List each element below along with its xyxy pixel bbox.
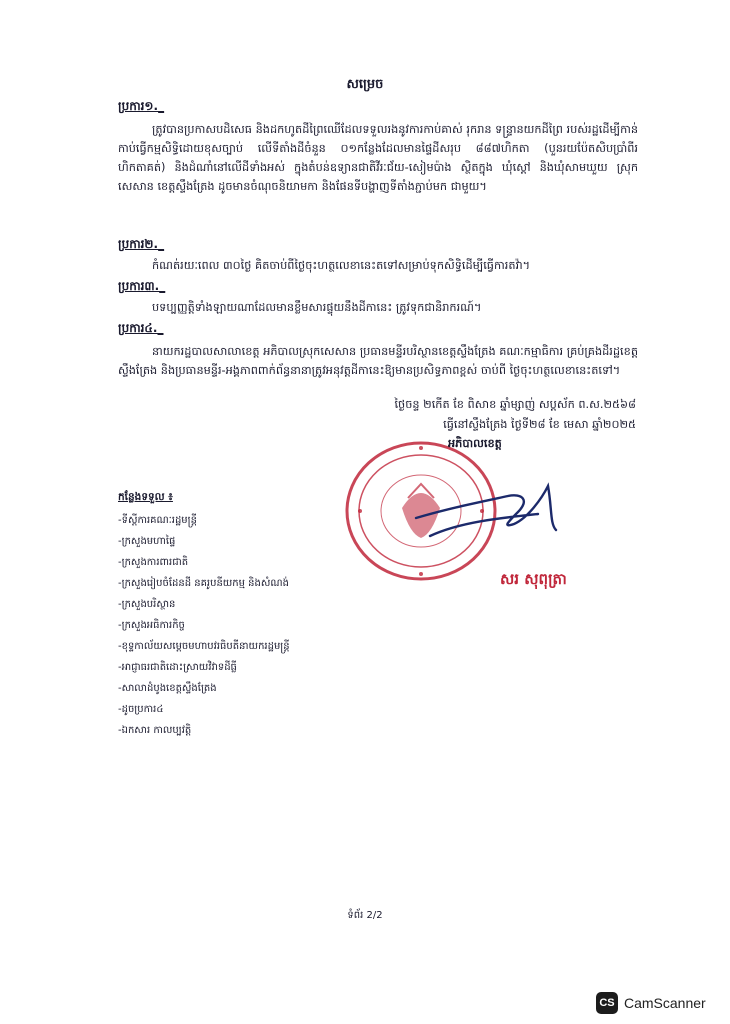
recipient-item: -ក្រសួងអធិការកិច្ច xyxy=(118,620,185,631)
recipient-item: -ឯកសារ កាលប្បវត្តិ xyxy=(118,725,192,736)
article-4-text: នាយករដ្ឋបាលសាលាខេត្ត អភិបាលស្រុកសេសាន ប្រធានមន្ទីរបរិស្ថានខេត្តស្ទឹងត្រែង គណៈកម្មាធិការ គ្រប់គ្រងដីរដ្ឋខេត្តស្ទឹងត្រែង និងប្រធានមន្ទីរ-អង្គភាពពាក់ព័ន្ធនានាត្រូវអនុវត្តដីកានេះឱ្យមានប្រសិទ្ធភាពខ្ពស់ ចាប់ពី ថ្ងៃចុះហត្ថលេខានេះតទៅ។ xyxy=(118,345,638,377)
document-heading: សម្រេច xyxy=(346,77,384,92)
recipient-item: -ក្រសួងរៀបចំដែនដី នគរូបនីយកម្ម និងសំណង់ xyxy=(118,578,289,589)
solar-date: ធ្វើនៅស្ទឹងត្រែង ថ្ងៃទី២៨ ខែ មេសា ឆ្នាំ២០២៥ xyxy=(443,418,636,431)
camscanner-watermark xyxy=(596,992,706,1014)
article-3-text: បទប្បញ្ញត្តិទាំងឡាយណាដែលមានខ្លឹមសារផ្ទុយនឹងដីកានេះ ត្រូវទុកជានិរាករណ៍។ xyxy=(152,301,482,314)
recipient-item: -ក្រសួងបរិស្ថាន xyxy=(118,599,176,610)
recipient-item: -ទីស្តីការគណៈរដ្ឋមន្ត្រី xyxy=(118,515,197,526)
recipient-item: -អាជ្ញាធរជាតិដោះស្រាយវិវាទដីធ្លី xyxy=(118,662,237,673)
article-2-text: កំណត់រយៈពេល ៣០ថ្ងៃ គិតចាប់ពីថ្ងៃចុះហត្ថលេខានេះតទៅសម្រាប់ទុកសិទ្ធិដើម្បីធ្វើការតវ៉ា។ xyxy=(152,259,531,272)
recipients-list xyxy=(118,510,290,741)
camscanner-name: CamScanner xyxy=(624,995,706,1011)
article-4-label: ប្រការ៤._ xyxy=(118,321,164,335)
governor-title: អភិបាលខេត្ត xyxy=(448,437,502,450)
recipient-item: -ក្រសួងមហាផ្ទៃ xyxy=(118,536,176,547)
signer-name: សរ សុពុត្រា xyxy=(500,570,567,588)
article-1-text: ត្រូវបានប្រកាសបដិសេធ និងដកហូតដីព្រៃឈើដែលទទួលរងនូវការកាប់គាស់ រុករាន ទន្ទ្រានយកដីព្រៃ របស់រដ្ឋដើម្បីកាន់កាប់ធ្វើកម្មសិទ្ធិដោយខុសច្បាប់ លើទីតាំងដីចំនួន ០១កន្លែងដែលមានផ្ទៃដីសរុប ៨៨៧ហិកតា (បួនរយប៉ែតសិបប្រាំពីរហិកតាគត់) និងដំណាំនៅលើដីទាំងអស់ ក្នុងតំបន់ឧទ្យានជាតិវីរៈជ័យ-សៀមប៉ាង ស្ថិតក្នុង ឃុំស្តៅ និងឃុំសាមឃួយ ស្រុកសេសាន ខេត្តស្ទឹងត្រែង ដូចមានចំណុចនិយាមកា និងផែនទីបង្ហាញទីតាំងភ្ជាប់មក ជាមួយ។ xyxy=(118,123,638,193)
signature-icon xyxy=(410,478,570,548)
recipient-item: -ក្រសួងការពារជាតិ xyxy=(118,557,189,568)
lunar-date: ថ្ងៃចន្ទ ២កើត ខែ ពិសាខ ឆ្នាំម្សាញ់ សប្តស័ក ព.ស.២៥៦៨ xyxy=(394,398,636,411)
article-2-label: ប្រការ២._ xyxy=(118,237,165,251)
page-number: ទំព័រ 2/2 xyxy=(347,910,383,921)
camscanner-logo-icon: CS xyxy=(596,992,618,1014)
article-1-label: ប្រការ១._ xyxy=(118,99,165,113)
recipient-item: -ខុទ្ទកាល័យសម្តេចមហាបវរធិបតីនាយករដ្ឋមន្ត្រី xyxy=(118,641,290,652)
recipient-item: -សាលាដំបូងខេត្តស្ទឹងត្រែង xyxy=(118,683,217,694)
recipients-title: កន្លែងទទួល ៖ xyxy=(118,491,173,503)
recipient-item: -ដូចប្រការ៤ xyxy=(118,704,164,715)
article-3-label: ប្រការ៣._ xyxy=(118,279,166,293)
